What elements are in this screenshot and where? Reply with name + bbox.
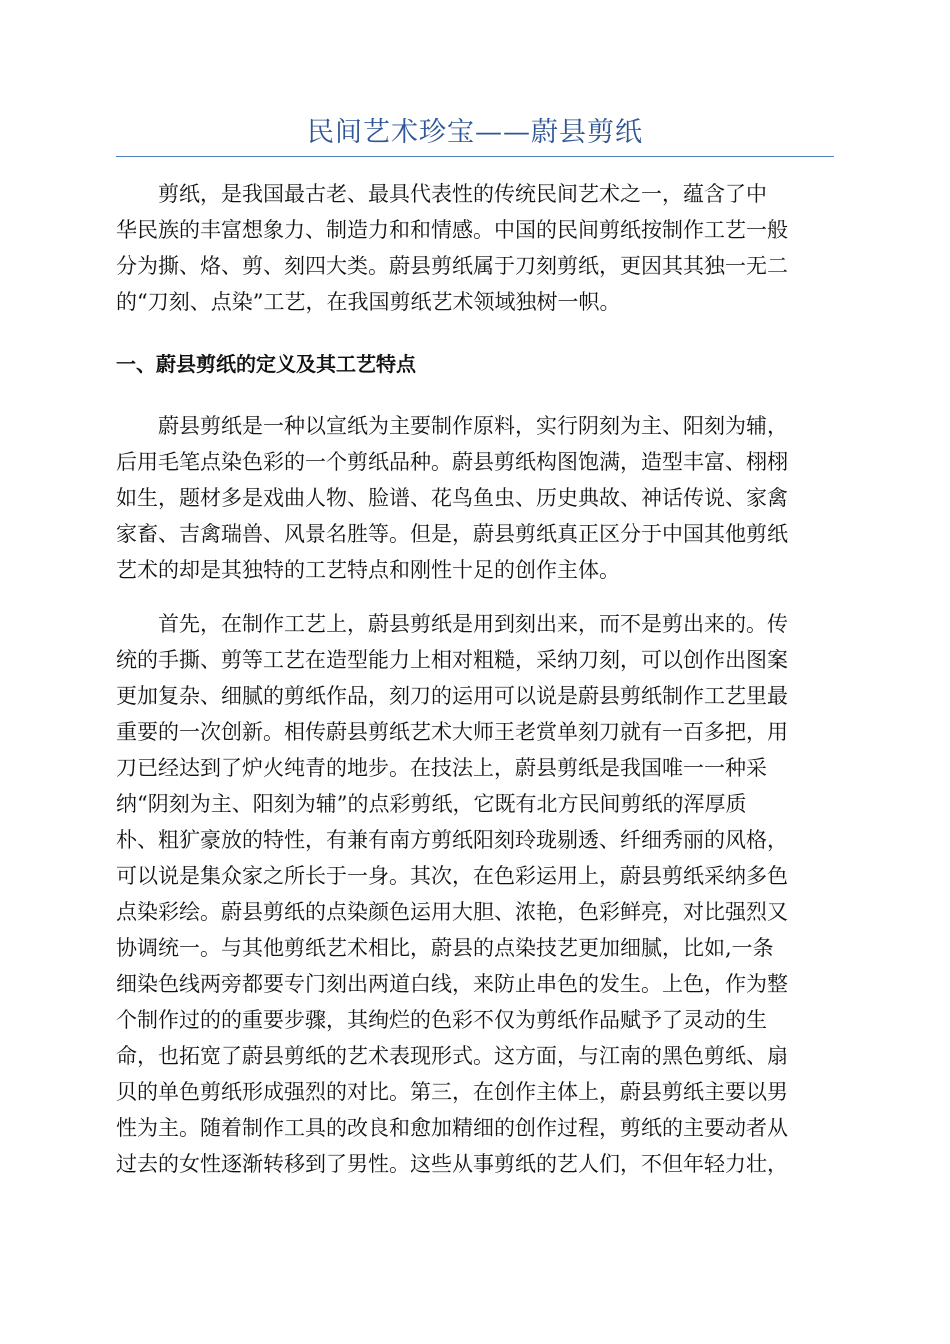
paragraph-line: 更加复杂、细腻的剪纸作品，刻刀的运用可以说是蔚县剪纸制作工艺里最 (116, 684, 788, 708)
paragraph-line: 首先，在制作工艺上，蔚县剪纸是用到刻出来，而不是剪出来的。传 (116, 612, 788, 636)
paragraph-line: 协调统一。与其他剪纸艺术相比，蔚县的点染技艺更加细腻，比如,一条 (116, 936, 774, 960)
paragraph-line: 纳“阴刻为主、阳刻为辅”的点彩剪纸，它既有北方民间剪纸的浑厚质 (116, 792, 747, 816)
paragraph-line: 华民族的丰富想象力、制造力和和情感。中国的民间剪纸按制作工艺一般 (116, 218, 788, 242)
paragraph-line: 分为撕、烙、剪、刻四大类。蔚县剪纸属于刀刻剪纸，更因其其独一无二 (116, 254, 788, 278)
page-title: 民间艺术珍宝——蔚县剪纸 (307, 117, 643, 148)
paragraph-line: 可以说是集众家之所长于一身。其次，在色彩运用上，蔚县剪纸采纳多色 (116, 864, 788, 888)
section-heading: 一、蔚县剪纸的定义及其工艺特点 (116, 352, 416, 376)
paragraph-line: 贝的单色剪纸形成强烈的对比。第三，在创作主体上，蔚县剪纸主要以男 (116, 1080, 788, 1104)
paragraph-line: 过去的女性逐渐转移到了男性。这些从事剪纸的艺人们，不但年轻力壮， (116, 1152, 788, 1176)
paragraph-line: 艺术的却是其独特的工艺特点和刚性十足的创作主体。 (116, 558, 620, 582)
paragraph-line: 后用毛笔点染色彩的一个剪纸品种。蔚县剪纸构图饱满，造型丰富、栩栩 (116, 450, 788, 474)
title-bar (116, 112, 834, 157)
paragraph-line: 朴、粗犷豪放的特性，有兼有南方剪纸阳刻玲珑剔透、纤细秀丽的风格， (116, 828, 788, 852)
paragraph-line: 家畜、吉禽瑞兽、风景名胜等。但是，蔚县剪纸真正区分于中国其他剪纸 (116, 522, 788, 546)
paragraph-line: 性为主。随着制作工具的改良和愈加精细的创作过程，剪纸的主要动者从 (116, 1116, 788, 1140)
paragraph-line: 如生，题材多是戏曲人物、脸谱、花鸟鱼虫、历史典故、神话传说、家禽 (116, 486, 788, 510)
paragraph-line: 命，也拓宽了蔚县剪纸的艺术表现形式。这方面，与江南的黑色剪纸、扇 (116, 1044, 788, 1068)
paragraph-line: 刀已经达到了炉火纯青的地步。在技法上，蔚县剪纸是我国唯一一种采 (116, 756, 767, 780)
paragraph-line: 剪纸，是我国最古老、最具代表性的传统民间艺术之一，蕴含了中 (116, 182, 767, 206)
paragraph-line: 重要的一次创新。相传蔚县剪纸艺术大师王老赏单刻刀就有一百多把，用 (116, 720, 788, 744)
paragraph-line: 的“刀刻、点染”工艺，在我国剪纸艺术领域独树一帜。 (116, 290, 621, 314)
paragraph-line: 点染彩绘。蔚县剪纸的点染颜色运用大胆、浓艳，色彩鲜亮，对比强烈又 (116, 900, 788, 924)
paragraph-line: 个制作过的的重要步骤，其绚烂的色彩不仅为剪纸作品赋予了灵动的生 (116, 1008, 767, 1032)
paragraph-line: 细染色线两旁都要专门刻出两道白线，来防止串色的发生。上色，作为整 (116, 972, 788, 996)
paragraph-line: 统的手撕、剪等工艺在造型能力上相对粗糙，采纳刀刻，可以创作出图案 (116, 648, 788, 672)
paragraph-line: 蔚县剪纸是一种以宣纸为主要制作原料，实行阴刻为主、阳刻为辅， (116, 414, 788, 438)
